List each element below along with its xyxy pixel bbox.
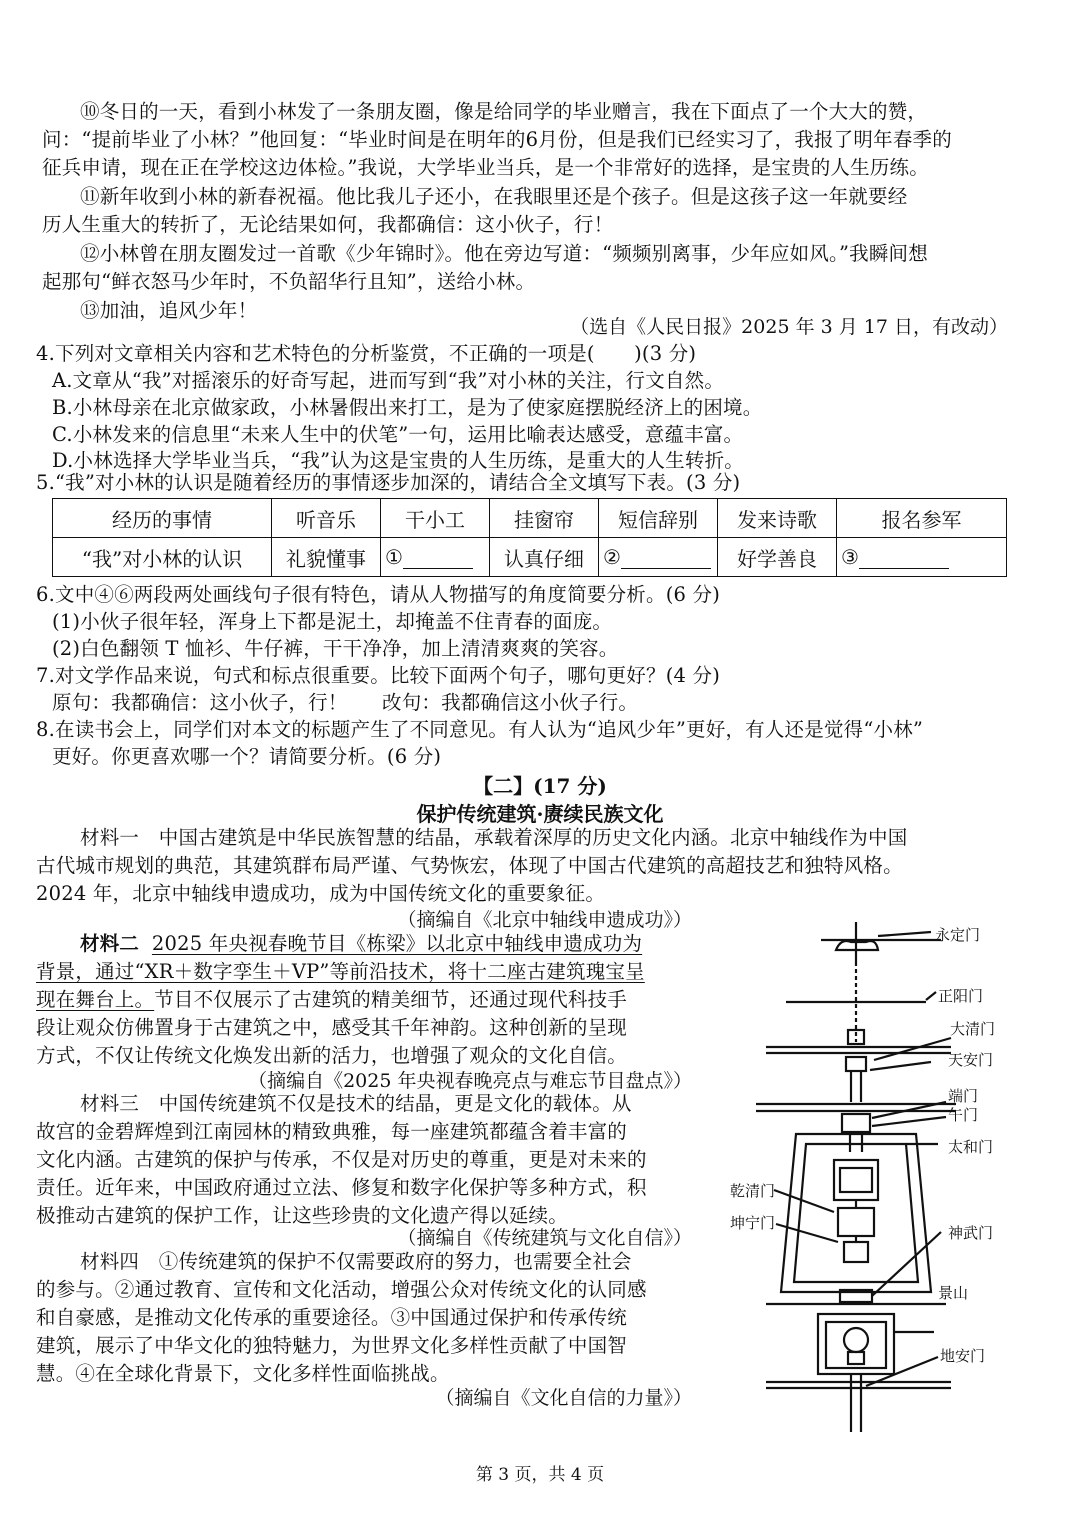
m1-source: （摘编自《北京中轴线申遗成功》）: [397, 909, 692, 931]
m3-line-2: 故宫的金碧辉煌到江南园林的精致典雅，每一座建筑都蕴含着丰富的: [36, 1120, 628, 1143]
m3-line-4: 责任。近年来，中国政府通过立法、修复和数字化保护等多种方式，积: [36, 1176, 647, 1199]
table-cell: 认真仔细: [490, 538, 599, 577]
m4-line-4: 建筑，展示了中华文化的独特魅力，为世界文化多样性贡献了中国智: [36, 1334, 628, 1357]
table-cell: 发来诗歌: [718, 499, 837, 538]
map-label-shenwumen: 神武门: [948, 1224, 994, 1242]
blank-marker-2: ②: [603, 545, 621, 569]
story-line-6: ⑫小林曾在朋友圈发过一首歌《少年锦时》。他在旁边写道：“频频别离事，少年应如风。”我瞬间想: [80, 242, 928, 265]
m1-line-1: 材料一 中国古建筑是中华民族智慧的结晶，承载着深厚的历史文化内涵。北京中轴线作为中国: [80, 826, 908, 849]
m2-line-5: 方式，不仅让传统文化焕发出新的活力，也增强了观众的文化自信。: [36, 1044, 628, 1067]
table-cell: 好学善良: [718, 538, 837, 577]
story-line-4: ⑪新年收到小林的新春祝福。他比我儿子还小，在我眼里还是个孩子。但是这孩子这一年就要经: [80, 185, 908, 208]
table-row: [53, 499, 1007, 538]
m3-line-3: 文化内涵。古建筑的保护与传承，不仅是对历史的尊重，更是对未来的: [36, 1148, 647, 1171]
m2-line-3-rest: 节目不仅展示了古建筑的精美细节，还通过现代科技手: [154, 988, 628, 1011]
table-cell: 礼貌懂事: [272, 538, 381, 577]
m1-line-3: 2024 年，北京中轴线申遗成功，成为中国传统文化的重要象征。: [36, 882, 606, 905]
m2-underlined-1: 2025 年央视春晚节目《栋梁》以北京中轴线申遗成功为: [151, 932, 643, 955]
table-cell: 干小工: [381, 499, 490, 538]
map-label-daqingmen: 大清门: [950, 1020, 996, 1038]
page-footer: 第 3 页，共 4 页: [475, 1465, 605, 1485]
q5-stem: 5.“我”对小林的认识是随着经历的事情逐步加深的，请结合全文填写下表。(3 分): [36, 471, 741, 494]
map-label-jingshan: 景山: [938, 1284, 969, 1302]
answer-blank-3[interactable]: [859, 548, 949, 569]
map-label-kunningmen: 坤宁门: [730, 1214, 776, 1232]
m2-line-3: [36, 986, 627, 1014]
m4-line-5: 慧。④在全球化背景下，文化多样性面临挑战。: [36, 1362, 450, 1385]
map-label-yongdingmen: 永定门: [935, 926, 981, 944]
map-label-wumen: 午门: [948, 1106, 979, 1124]
q7-revised: 改句：我都确信这小伙子行。: [382, 691, 639, 714]
m4-source: （摘编自《文化自信的力量》）: [435, 1387, 692, 1409]
m2-line-4: 段让观众仿佛置身于古建筑之中，感受其千年神韵。这种创新的呈现: [36, 1016, 628, 1039]
story-line-7: 起那句“鲜衣怒马少年时，不负韶华行且知”，送给小林。: [42, 270, 536, 293]
table-cell: 挂窗帘: [490, 499, 599, 538]
q8-line-1: 8.在读书会上，同学们对本文的标题产生了不同意见。有人认为“追风少年”更好，有人还是觉得“小林”: [36, 718, 924, 741]
map-label-taihemen: 太和门: [948, 1138, 994, 1156]
table-cell: [837, 538, 1007, 577]
m2-label: 材料二: [80, 932, 140, 955]
table-cell: 短信辞别: [599, 499, 718, 538]
table-cell: [599, 538, 718, 577]
m3-source: （摘编自《传统建筑与文化自信》）: [397, 1227, 692, 1249]
map-label-qianqingmen: 乾清门: [730, 1182, 776, 1200]
m3-line-1: 材料三 中国传统建筑不仅是技术的结晶，更是文化的载体。从: [80, 1092, 632, 1115]
story-line-8: ⑬加油，追风少年！: [80, 299, 258, 322]
story-line-1: ⑩冬日的一天，看到小林发了一条朋友圈，像是给同学的毕业赠言，我在下面点了一个大大的赞，: [80, 100, 928, 123]
map-label-zhengyangmen: 正阳门: [938, 987, 984, 1005]
table-cell: “我”对小林的认识: [53, 538, 272, 577]
table-row: [53, 538, 1007, 577]
story-line-2: 问：“提前毕业了小林？”他回复：“毕业时间是在明年的6月份，但是我们已经实习了，我报了明年春季的: [42, 128, 952, 151]
m4-line-1: 材料四 ①传统建筑的保护不仅需要政府的努力，也需要全社会: [80, 1250, 632, 1273]
section-heading: 【二】(17 分): [473, 774, 607, 798]
section-title: 保护传统建筑·赓续民族文化: [416, 802, 664, 826]
table-cell: 经历的事情: [53, 499, 272, 538]
m2-underlined-3: 现在舞台上。: [36, 988, 155, 1011]
q4-stem: 4.下列对文章相关内容和艺术特色的分析鉴赏，不正确的一项是( )(3 分): [36, 342, 697, 365]
table-cell: [381, 538, 490, 577]
m4-line-2: 的参与。②通过教育、宣传和文化活动，增强公众对传统文化的认同感: [36, 1278, 647, 1301]
q4-option-c: C.小林发来的信息里“未来人生中的伏笔”一句，运用比喻表达感受，意蕴丰富。: [52, 423, 744, 446]
blank-marker-3: ③: [841, 545, 859, 569]
map-label-tiananmen: 天安门: [948, 1051, 994, 1069]
story-line-3: 征兵申请，现在正在学校这边体检。”我说，大学毕业当兵，是一个非常好的选择，是宝贵的人生历练。: [42, 156, 929, 179]
map-label-dianmen: 地安门: [940, 1347, 986, 1365]
story-line-5: 历人生重大的转折了，无论结果如何，我都确信：这小伙子，行！: [42, 213, 614, 236]
m2-line-1: [80, 930, 642, 958]
q8-line-2: 更好。你更喜欢哪一个？请简要分析。(6 分): [52, 745, 442, 768]
answer-blank-1[interactable]: [403, 548, 473, 569]
q5-table: [52, 498, 1007, 577]
m2-source: （摘编自《2025 年央视春晚亮点与难忘节目盘点》）: [248, 1070, 692, 1092]
q6-item-1: (1)小伙子很年轻，浑身上下都是泥土，却掩盖不住青春的面庞。: [52, 610, 613, 633]
q4-option-a: A.文章从“我”对摇滚乐的好奇写起，进而写到“我”对小林的关注，行文自然。: [52, 369, 725, 392]
q7-stem: 7.对文学作品来说，句式和标点很重要。比较下面两个句子，哪句更好？(4 分): [36, 664, 721, 687]
m2-line-2: 背景，通过“XR＋数字孪生＋VP”等前沿技术，将十二座古建筑瑰宝呈: [36, 960, 645, 983]
q6-stem: 6.文中④⑥两段两处画线句子很有特色，请从人物描写的角度简要分析。(6 分): [36, 583, 721, 606]
story-source: （选自《人民日报》2025 年 3 月 17 日，有改动）: [570, 316, 1008, 338]
map-label-duanmen: 端门: [948, 1087, 979, 1105]
q4-option-d: D.小林选择大学毕业当兵，“我”认为这是宝贵的人生历练，是重大的人生转折。: [52, 449, 744, 472]
m1-line-2: 古代城市规划的典范，其建筑群布局严谨、气势恢宏，体现了中国古代建筑的高超技艺和独特风格。: [36, 854, 903, 877]
q4-option-b: B.小林母亲在北京做家政，小林暑假出来打工，是为了使家庭摆脱经济上的困境。: [52, 396, 763, 419]
m4-line-3: 和自豪感，是推动文化传承的重要途径。③中国通过保护和传承传统: [36, 1306, 628, 1329]
q6-item-2: (2)白色翻领 T 恤衫、牛仔裤，干干净净，加上清清爽爽的笑容。: [52, 637, 619, 660]
table-cell: 听音乐: [272, 499, 381, 538]
blank-marker-1: ①: [385, 545, 403, 569]
answer-blank-2[interactable]: [621, 548, 711, 569]
m3-line-5: 极推动古建筑的保护工作，让这些珍贵的文化遗产得以延续。: [36, 1204, 568, 1227]
q7-original: 原句：我都确信：这小伙子，行！: [52, 691, 348, 714]
table-cell: 报名参军: [837, 499, 1007, 538]
